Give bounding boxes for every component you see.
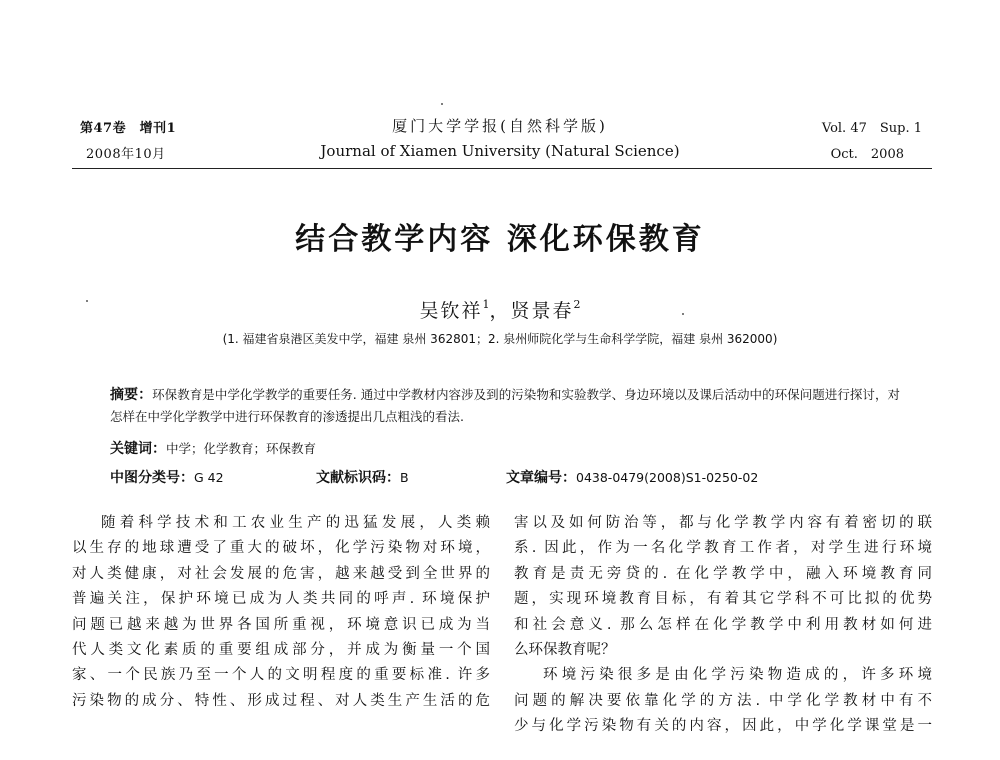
keywords xyxy=(110,438,316,458)
author-name: 吴钦祥 xyxy=(419,300,483,322)
body-line: 家、一个民族乃至一个人的文明程度的重要标准. 许多 xyxy=(72,667,490,684)
article-number xyxy=(506,467,758,487)
body-line: 少与化学污染物有关的内容，因此，中学化学课堂是一 xyxy=(514,718,932,735)
clc-label: 中图分类号： xyxy=(110,470,194,486)
body-line: 教育是责无旁贷的. 在化学教学中，融入环境教育同 xyxy=(514,565,932,582)
keywords-label: 关键词： xyxy=(110,441,166,457)
keywords-text: 中学；化学教育；环保教育 xyxy=(166,441,317,456)
body-line: 代人类文化素质的重要组成部分，并成为衡量一个国 xyxy=(72,642,490,659)
body-line: 系. 因此，作为一名化学教育工作者，对学生进行环境 xyxy=(514,540,932,557)
body-line: 害以及如何防治等，都与化学教学内容有着密切的联 xyxy=(514,515,932,531)
abstract xyxy=(110,384,900,428)
article-number-value: 0438-0479(2008)S1-0250-02 xyxy=(576,470,759,485)
header-date-en: Oct. 2008 xyxy=(830,147,904,162)
scan-speck xyxy=(441,103,443,105)
document-code-value: B xyxy=(400,470,409,485)
clc-value: G 42 xyxy=(194,470,224,485)
author-line xyxy=(0,296,1000,323)
body-line: 和社会意义. 那么怎样在化学教学中利用教材如何进 xyxy=(514,616,932,633)
article-title: 结合教学内容 深化环保教育 xyxy=(295,222,705,257)
header-volume-issue-cn: 第47卷 增刊1 xyxy=(80,121,177,136)
document-code xyxy=(316,467,409,487)
author-name: 贤景春 xyxy=(510,300,574,322)
header-journal-cn: 厦门大学学报(自然科学版) xyxy=(392,117,608,135)
header-rule xyxy=(72,168,932,169)
body-line: 么环保教育呢？ xyxy=(514,642,616,659)
abstract-text: 环保教育是中学化学教学的重要任务. 通过中学教材内容涉及到的污染物和实验教学、身边环境以及课后活动中的环保问题进行探讨，对怎样在中学化学教学中进行环保教育的渗透提出几点粗浅的看法. xyxy=(110,387,900,424)
document-code-label: 文献标识码： xyxy=(316,470,400,486)
article-number-label: 文章编号： xyxy=(506,470,576,486)
header-journal-en: Journal of Xiamen University (Natural Science) xyxy=(320,142,680,160)
body-column-right xyxy=(514,511,932,740)
affiliations: (1. 福建省泉港区美发中学，福建 泉州 362801；2. 泉州师院化学与生命科学学院，福建 泉州 362000) xyxy=(222,332,778,346)
body-line: 普遍关注，保护环境已成为人类共同的呼声. 环境保护 xyxy=(72,591,490,608)
body-line: 问题已越来越为世界各国所重视，环境意识已成为当 xyxy=(72,616,490,633)
body-line: 随着科学技术和工农业生产的迅猛发展，人类赖 xyxy=(101,515,490,531)
body-line: 污染物的成分、特性、形成过程、对人类生产生活的危 xyxy=(72,692,490,709)
abstract-label: 摘要： xyxy=(110,387,153,403)
body-line: 以生存的地球遭受了重大的破坏，化学污染物对环境， xyxy=(72,540,490,557)
body-line: 对人类健康，对社会发展的危害，越来越受到全世界的 xyxy=(72,565,490,582)
body-line: 环境污染很多是由化学污染物造成的，许多环境 xyxy=(543,667,932,684)
clc-number xyxy=(110,467,224,487)
author-affiliation-mark: 1 xyxy=(482,298,490,311)
author-affiliation-mark: 2 xyxy=(573,298,581,311)
body-line: 题，实现环境教育目标，有着其它学科不可比拟的优势 xyxy=(514,591,932,608)
body-column-left xyxy=(72,511,490,714)
header-date-cn: 2008年10月 xyxy=(86,147,166,162)
header-volume-issue-en: Vol. 47 Sup. 1 xyxy=(821,121,922,136)
body-line: 问题的解决要依靠化学的方法. 中学化学教材中有不 xyxy=(514,692,932,709)
author-separator: ， xyxy=(489,300,511,322)
